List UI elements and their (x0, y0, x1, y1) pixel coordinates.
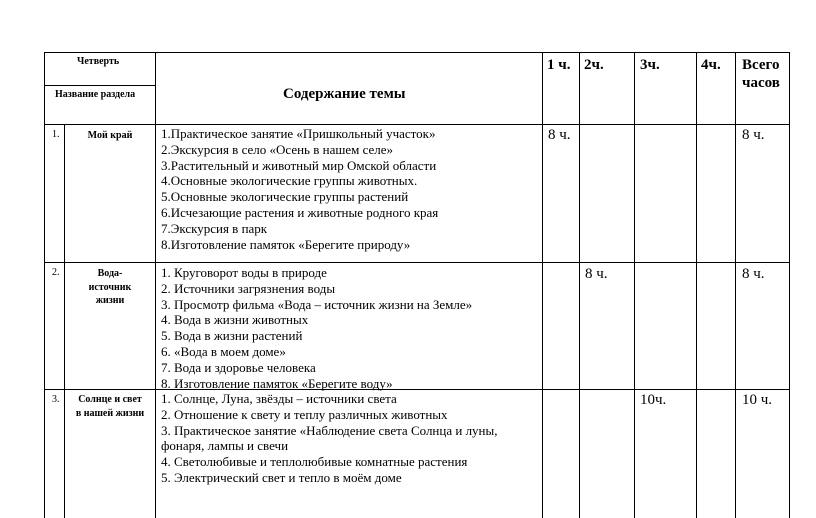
topic-item: 6. «Вода в моем доме» (161, 343, 286, 359)
content-column-divider (542, 52, 543, 518)
quarter-header-label: Четверть (77, 56, 120, 67)
number-column-divider (64, 124, 65, 518)
topic-item: 3. Практическое занятие «Наблюдение света Солнца и луны, (161, 422, 498, 438)
section-name (65, 267, 155, 308)
section-name-line: в нашей жизни (75, 407, 145, 419)
section-name-line: источник (88, 281, 132, 293)
section-name-line: Вода- (97, 268, 123, 279)
section-name-line: Солнце и свет (78, 394, 142, 405)
q4-header-label: 4ч. (701, 57, 721, 73)
table-border-right (789, 52, 790, 518)
topic-list (161, 126, 438, 252)
topic-item: 4.Основные экологические группы животных. (161, 173, 418, 189)
header-separator-left (44, 85, 155, 86)
topic-item: 3.Растительный и животный мир Омской области (161, 157, 437, 173)
q3-header-label: 3ч. (640, 57, 660, 73)
topic-item: 5. Электрический свет и тепло в моём доме (161, 469, 402, 485)
q4-column-divider (735, 52, 736, 518)
topic-item: 2. Источники загрязнения воды (161, 280, 336, 296)
row-number: 1. (52, 129, 60, 140)
topic-item: 1. Круговорот воды в природе (161, 265, 327, 280)
topic-item: 5.Основные экологические группы растений (161, 189, 409, 205)
q1-header-label: 1 ч. (547, 57, 571, 73)
section-name (65, 393, 155, 420)
topic-item: 8. Изготовление памяток «Берегите воду» (161, 375, 393, 391)
section-column-divider (155, 52, 156, 518)
topic-item: 4. Вода в жизни животных (161, 312, 309, 328)
section-name (65, 129, 155, 143)
q2-hours: 8 ч. (585, 266, 608, 282)
q2-header-label: 2ч. (584, 57, 604, 73)
q2-column-divider (634, 52, 635, 518)
section-name-header-label: Название раздела (55, 89, 136, 100)
q3-hours: 10ч. (640, 392, 667, 408)
q1-hours: 8 ч. (548, 127, 571, 143)
total-header-label-line1: Всего (742, 57, 780, 73)
topic-item: 7. Вода и здоровье человека (161, 359, 316, 375)
topic-list (161, 391, 498, 486)
row-number: 2. (52, 267, 60, 278)
topic-item: 2.Экскурсия в село «Осень в нашем селе» (161, 141, 394, 157)
topic-item: 4. Светолюбивые и теплолюбивые комнатные растения (161, 454, 468, 470)
topic-list (161, 265, 472, 391)
topic-item: 5. Вода в жизни растений (161, 328, 303, 344)
total-hours: 8 ч. (742, 266, 765, 282)
topic-item: 6.Исчезающие растения и животные родного края (161, 204, 439, 220)
row-number: 3. (52, 394, 60, 405)
q1-column-divider (579, 52, 580, 518)
topic-item: 7.Экскурсия в парк (161, 220, 268, 236)
content-header-label: Содержание темы (283, 86, 406, 102)
topic-item: фонаря, лампы и свечи (161, 438, 289, 454)
total-hours: 8 ч. (742, 127, 765, 143)
q3-column-divider (696, 52, 697, 518)
total-header-label-line2: часов (742, 75, 780, 91)
section-name-line: жизни (95, 295, 125, 306)
table-border-left (44, 52, 45, 518)
topic-item: 3. Просмотр фильма «Вода – источник жизни на Земле» (161, 296, 473, 312)
topic-item: 1.Практическое занятие «Пришкольный участок» (161, 126, 436, 141)
section-name-line: Мой край (87, 130, 133, 141)
topic-item: 1. Солнце, Луна, звёзды – источники света (161, 391, 397, 406)
topic-item: 2. Отношение к свету и теплу различных животных (161, 406, 448, 422)
total-hours: 10 ч. (742, 392, 773, 408)
topic-item: 8.Изготовление памяток «Берегите природу» (161, 236, 411, 252)
